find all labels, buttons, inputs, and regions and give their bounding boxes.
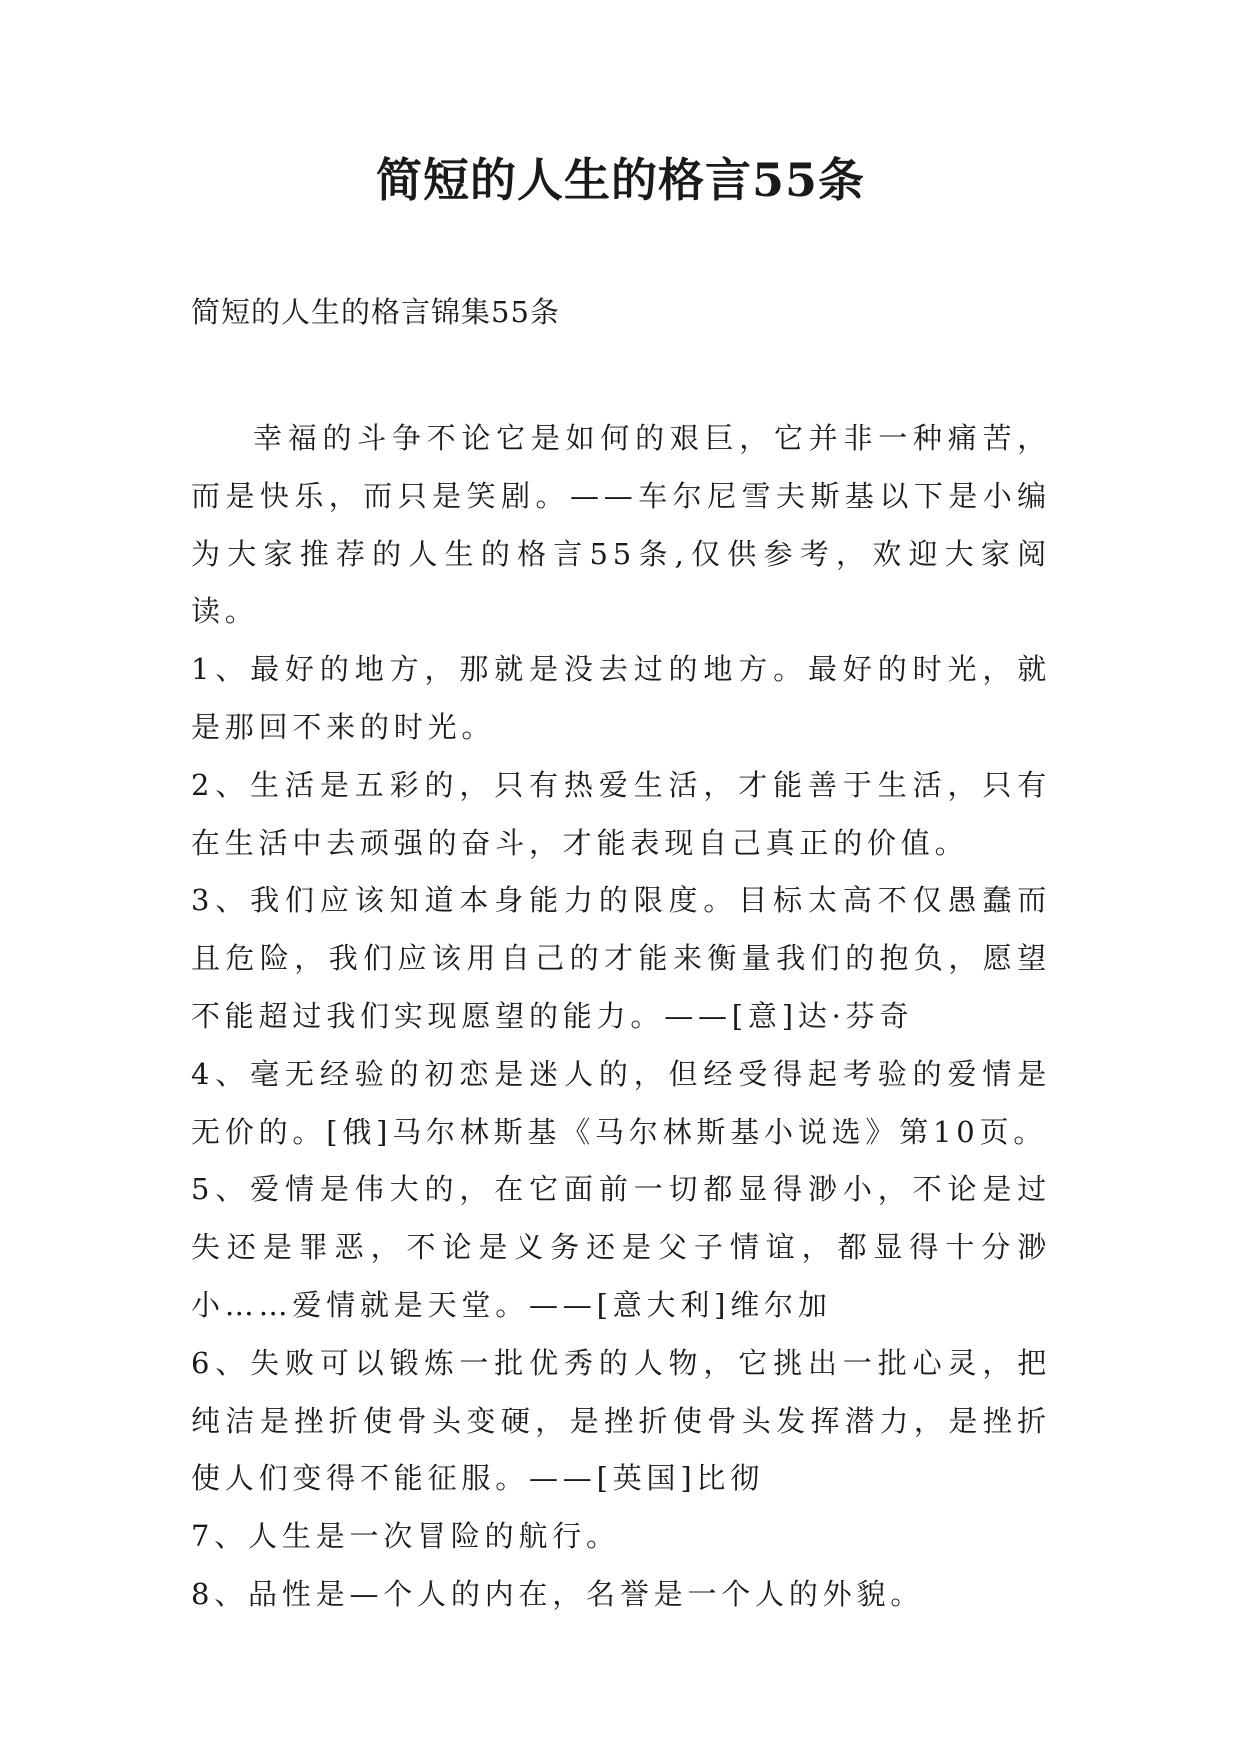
quote-item-1: 1、最好的地方，那就是没去过的地方。最好的时光，就是那回不来的时光。 [191,652,1051,744]
quote-item-7: 7、人生是一次冒险的航行。 [191,1519,620,1554]
quote-item-2: 2、生活是五彩的，只有热爱生活，才能善于生活，只有在生活中去顽强的奋斗，才能表现自己真正的价值。 [191,767,1051,860]
quote-item-5: 5、爱情是伟大的，在它面前一切都显得渺小，不论是过失还是罪恶，不论是义务还是父子情谊，都显得十分渺小……爱情就是天堂。——[意大利]维尔加 [191,1172,1051,1322]
document-body [191,410,1051,1624]
quote-item-6: 6、失败可以锻炼一批优秀的人物，它挑出一批心灵，把纯洁是挫折使骨头变硬，是挫折使骨头发挥潜力，是挫折使人们变得不能征服。——[英国]比彻 [191,1345,1051,1496]
quote-item-8: 8、品性是—个人的内在，名誉是一个人的外貌。 [191,1576,925,1611]
document-title: 简短的人生的格言55条 [375,153,865,207]
quote-item-4: 4、毫无经验的初恋是迷人的，但经受得起考验的爱情是无价的。[俄]马尔林斯基《马尔林斯基小说选》第10页。 [191,1056,1051,1149]
quote-item-3: 3、我们应该知道本身能力的限度。目标太高不仅愚蠢而且危险，我们应该用自己的才能来衡量我们的抱负，愿望不能超过我们实现愿望的能力。——[意]达·芬奇 [191,883,1051,1033]
document-subtitle: 简短的人生的格言锦集55条 [191,295,560,329]
intro-paragraph: 幸福的斗争不论它是如何的艰巨，它并非一种痛苦，而是快乐，而只是笑剧。——车尔尼雪夫斯基以下是小编为大家推荐的人生的格言55条,仅供参考，欢迎大家阅读。 [191,421,1051,629]
